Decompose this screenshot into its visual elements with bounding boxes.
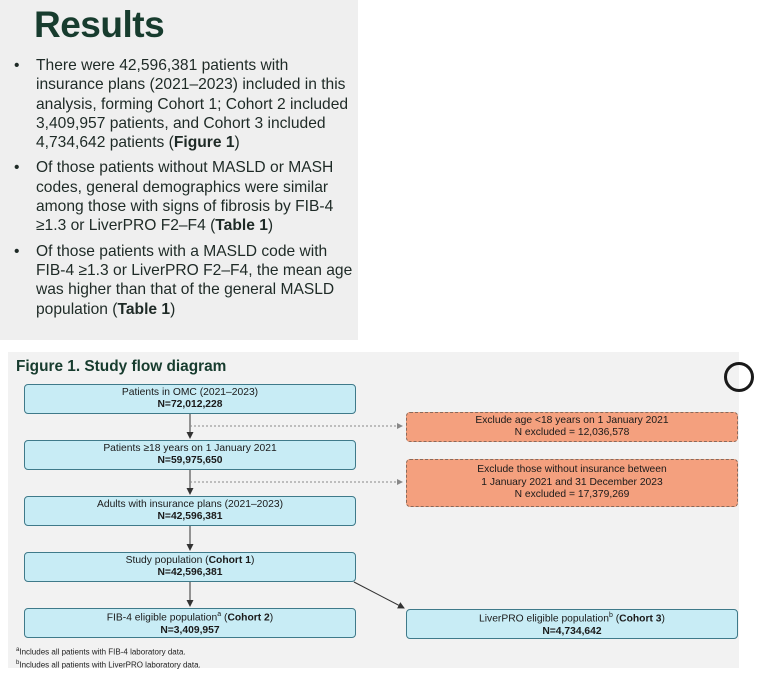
bullet-text: Of those patients without MASLD or MASH codes, general demographics were similar among those with signs of fibrosis by FIB-4 ≥1.3 or LiverPRO F2–F4 ( [36,159,334,235]
results-bullet-list [14,56,354,325]
bullet-text: There were 42,596,381 patients with insurance plans (2021–2023) included in this analysis, forming Cohort 1; Cohort 2 included 3,409,957 patients, and Cohort 3 included 4,734,642 patients ( [36,57,349,152]
box-count: N=72,012,228 [157,399,223,410]
box-adults-insurance [24,496,356,526]
box-study-population [24,552,356,582]
box-label: FIB-4 eligible population$^a$ (Cohort 2) [106,610,274,624]
table-reference: Table 1 [117,300,171,318]
footnote-b: $^b$Includes all patients with LiverPRO laboratory data. [16,659,201,670]
cropped-circle-graphic [724,362,754,392]
results-panel [0,0,358,340]
bullet-tail: ) [234,134,240,152]
box-exclude-insurance [406,459,738,507]
figure-panel [8,352,739,668]
table-reference: Table 1 [215,217,268,235]
footnote-a: $^a$Includes all patients with FIB-4 laboratory data. [16,647,186,657]
figure-reference: Figure 1 [173,134,235,152]
results-heading: Results [34,4,165,45]
bullet-tail: ) [170,300,176,318]
box-exclude-age [406,412,738,442]
arrow-study-to-liverpro [354,582,404,608]
figure-footnotes [16,645,201,670]
box-count: N=42,596,381 [157,511,223,522]
box-fib4-eligible [24,608,356,638]
box-count: N=59,975,650 [157,455,223,466]
box-patients-omc [24,384,356,414]
box-label-2: 1 January 2021 and 31 December 2023 [481,476,663,488]
box-liverpro-eligible [406,609,738,639]
bullet-tail: ) [267,217,274,235]
box-patients-18-plus [24,440,356,470]
box-label: Study population (Cohort 1) [125,554,255,566]
box-label: Exclude those without insurance between [477,464,667,476]
results-bullet-3 [14,242,354,319]
box-label: Patients ≥18 years on 1 January 2021 [103,442,277,454]
bullet-text: Of those patients with a MASLD code with FIB-4 ≥1.3 or LiverPRO F2–F4, the mean age was higher than that of the general MASLD population ( [36,242,353,318]
box-count: N=42,596,381 [157,567,223,578]
box-label: Exclude age <18 years on 1 January 2021 [475,414,669,426]
box-count: N=4,734,642 [542,625,602,637]
box-label: Adults with insurance plans (2021–2023) [96,498,284,510]
box-count: N excluded = 17,379,269 [514,489,630,501]
box-count: N=3,409,957 [160,624,220,636]
box-label: LiverPRO eligible population$^b$ (Cohort 3) [479,611,665,625]
results-bullet-2 [14,158,354,235]
figure-title: Figure 1. Study flow diagram [16,358,227,375]
results-bullet-1 [14,56,354,152]
box-count: N excluded = 12,036,578 [514,427,630,438]
box-label: Patients in OMC (2021–2023) [121,386,259,398]
